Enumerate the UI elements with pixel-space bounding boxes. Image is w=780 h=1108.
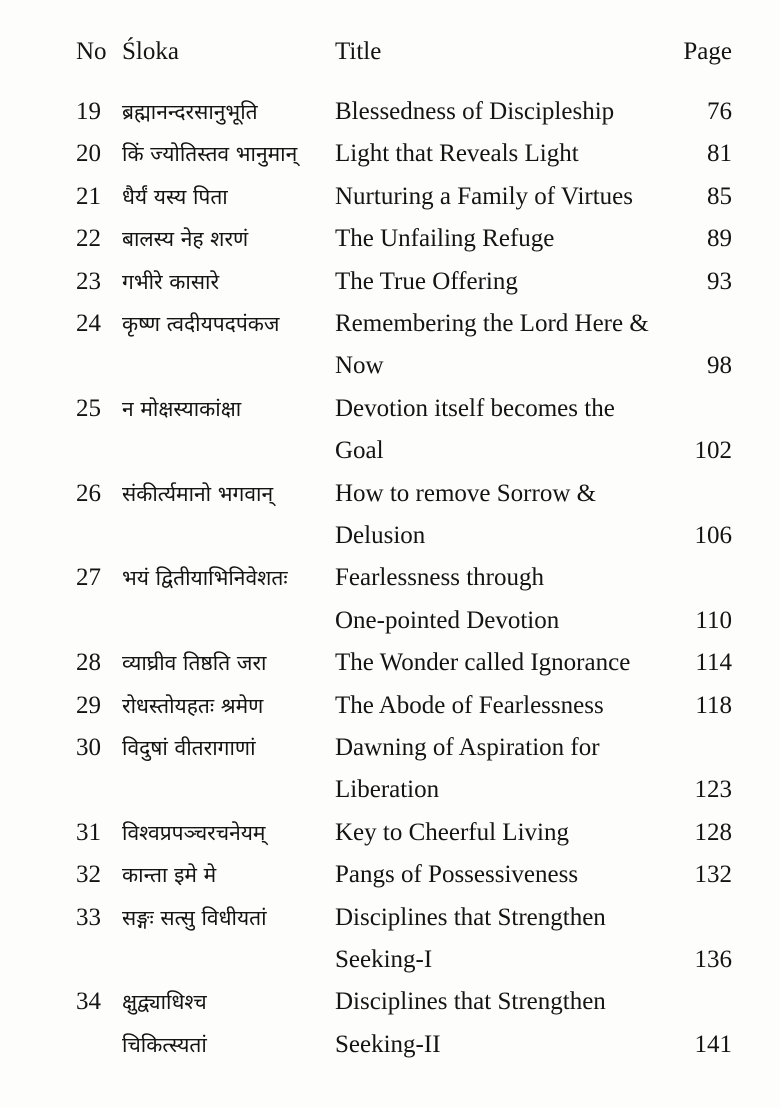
sloka-number: 29 xyxy=(76,691,101,719)
chapter-title: Remembering the Lord Here & xyxy=(335,310,649,337)
page-number: 114 xyxy=(695,649,732,677)
sloka-sanskrit: कान्ता इमे मे xyxy=(122,863,217,888)
sloka-number: 33 xyxy=(76,903,101,931)
sloka-number: 22 xyxy=(76,225,101,253)
page-number: 110 xyxy=(695,606,732,634)
sloka-number: 32 xyxy=(76,861,101,889)
sloka-number: 28 xyxy=(76,649,101,677)
table-row xyxy=(0,389,780,429)
sloka-sanskrit: चिकित्स्यतां xyxy=(122,1032,207,1057)
chapter-title: The True Offering xyxy=(335,267,518,295)
chapter-title: Devotion itself becomes the xyxy=(335,394,615,422)
sloka-sanskrit: ब्रह्मानन्दरसानुभूति xyxy=(122,100,258,124)
table-row xyxy=(0,940,780,980)
table-row xyxy=(0,474,780,514)
chapter-title: Goal xyxy=(335,437,384,465)
table-row xyxy=(0,813,780,853)
chapter-title: Fearlessness through xyxy=(335,564,544,592)
chapter-title: Seeking-I xyxy=(335,946,433,973)
page-number: 106 xyxy=(694,522,732,549)
chapter-title: Liberation xyxy=(335,776,440,804)
sloka-sanskrit: भयं द्वितीयाभिनिवेशतः xyxy=(122,566,288,591)
chapter-title: The Wonder called Ignorance xyxy=(335,649,631,677)
sloka-number: 34 xyxy=(76,988,101,1016)
chapter-title: Nurturing a Family of Virtues xyxy=(335,182,633,210)
sloka-sanskrit: विदुषां वीतरागाणां xyxy=(122,736,256,760)
table-row xyxy=(0,686,780,726)
sloka-sanskrit: कृष्ण त्वदीयपदपंकज xyxy=(122,312,280,336)
page-number: 102 xyxy=(694,437,732,465)
chapter-title: Delusion xyxy=(335,522,426,549)
table-row xyxy=(0,304,780,344)
page-number: 85 xyxy=(707,182,732,210)
table-row xyxy=(0,601,780,641)
sloka-number: 23 xyxy=(76,267,101,295)
sloka-sanskrit: धैर्यं यस्य पिता xyxy=(122,184,228,209)
page-number: 132 xyxy=(694,861,732,889)
table-row xyxy=(0,770,780,810)
chapter-title: Disciplines that Strengthen xyxy=(335,988,606,1016)
table-row xyxy=(0,134,780,174)
chapter-title: Dawning of Aspiration for xyxy=(335,734,600,761)
table-row xyxy=(0,643,780,683)
table-row xyxy=(0,262,780,302)
page-number: 136 xyxy=(694,946,732,973)
sloka-sanskrit: क्षुद्व्याधिश्च xyxy=(122,990,207,1015)
table-row xyxy=(0,431,780,471)
page-number: 141 xyxy=(694,1030,732,1058)
table-row xyxy=(0,1025,780,1065)
table-row xyxy=(0,177,780,217)
sloka-number: 25 xyxy=(76,394,101,422)
header-no: No xyxy=(76,38,107,65)
chapter-title: One-pointed Devotion xyxy=(335,606,560,634)
sloka-number: 27 xyxy=(76,564,101,592)
table-row xyxy=(0,219,780,259)
page-number: 89 xyxy=(707,225,732,253)
sloka-number: 26 xyxy=(76,479,101,507)
chapter-title: Disciplines that Strengthen xyxy=(335,903,606,931)
sloka-sanskrit: बालस्य नेह शरणं xyxy=(122,227,249,252)
page-number: 98 xyxy=(707,352,732,380)
sloka-number: 20 xyxy=(76,140,101,168)
sloka-number: 24 xyxy=(76,310,101,337)
page-number: 81 xyxy=(707,140,732,168)
table-row xyxy=(0,516,780,556)
sloka-sanskrit: सङ्गः सत्सु विधीयतां xyxy=(122,905,267,930)
chapter-title: Now xyxy=(335,352,384,380)
table-row xyxy=(0,558,780,598)
page-number: 128 xyxy=(694,818,732,846)
header-title: Title xyxy=(335,38,382,65)
sloka-sanskrit: किं ज्योतिस्तव भानुमान् xyxy=(122,142,298,167)
sloka-number: 19 xyxy=(76,98,101,125)
page-number: 123 xyxy=(694,776,732,804)
chapter-title: Blessedness of Discipleship xyxy=(335,98,615,125)
page-number: 118 xyxy=(695,691,732,719)
chapter-title: Key to Cheerful Living xyxy=(335,818,569,846)
page-number: 76 xyxy=(707,98,732,125)
sloka-number: 31 xyxy=(76,818,101,846)
chapter-title: Light that Reveals Light xyxy=(335,140,579,168)
table-row xyxy=(0,855,780,895)
sloka-sanskrit: विश्वप्रपञ्चरचनेयम् xyxy=(122,820,266,845)
chapter-title: How to remove Sorrow & xyxy=(335,479,597,507)
chapter-title: Seeking-II xyxy=(335,1030,441,1058)
sloka-sanskrit: संकीर्त्यमानो भगवान् xyxy=(122,481,274,506)
header-sloka: Śloka xyxy=(122,38,179,65)
chapter-title: The Abode of Fearlessness xyxy=(335,691,604,719)
sloka-number: 30 xyxy=(76,734,101,761)
table-row xyxy=(0,346,780,386)
table-row xyxy=(0,898,780,938)
sloka-sanskrit: व्याघ्रीव तिष्ठति जरा xyxy=(122,651,267,676)
sloka-sanskrit: रोधस्तोयहतः श्रमेण xyxy=(122,693,264,718)
header-page: Page xyxy=(683,38,732,65)
sloka-sanskrit: गभीरे कासारे xyxy=(122,269,220,294)
chapter-title: The Unfailing Refuge xyxy=(335,225,555,253)
sloka-sanskrit: न मोक्षस्याकांक्षा xyxy=(122,396,242,421)
table-row xyxy=(0,92,780,132)
table-header xyxy=(0,32,780,72)
chapter-title: Pangs of Possessiveness xyxy=(335,861,579,889)
sloka-number: 21 xyxy=(76,182,101,210)
page-number: 93 xyxy=(707,267,732,295)
table-row xyxy=(0,728,780,768)
table-row xyxy=(0,982,780,1022)
